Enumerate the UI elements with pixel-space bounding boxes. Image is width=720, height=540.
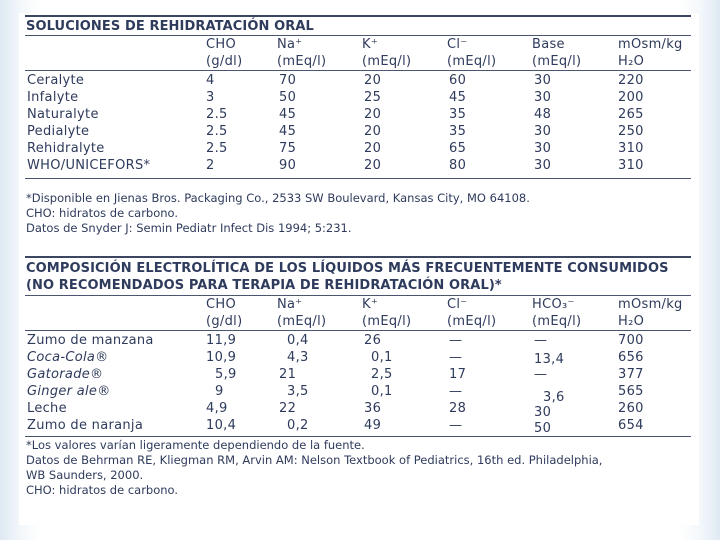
header-na: Na⁺ (mEq/l): [277, 37, 327, 69]
header-rule: [25, 295, 691, 296]
footnote: *Los valores varían ligeramente dependiendo de la fuente.: [26, 438, 365, 452]
header-base: Base (mEq/l): [532, 37, 582, 69]
footnote: WB Saunders, 2000.: [26, 468, 144, 482]
header-mosm: mOsm/kg H₂O: [618, 297, 683, 329]
document-sheet: [19, 13, 699, 525]
header-mosm: mOsm/kg H₂O: [618, 37, 683, 69]
table-title: COMPOSICIÓN ELECTROLÍTICA DE LOS LÍQUIDOS MÁS FRECUENTEMENTE CONSUMIDOS: [26, 261, 669, 276]
table-row: WHO/UNICEFORS* 2 90 20 80 30 310: [27, 158, 644, 173]
table-row: Pedialyte 2.5 45 20 35 30 250: [27, 124, 644, 139]
header-k: K⁺ (mEq/l): [362, 297, 412, 329]
footnote: CHO: hidratos de carbono.: [26, 483, 179, 497]
table-row: Coca-Cola® 10,9 4,3 0,1 — 13,4 656: [27, 350, 644, 367]
table-row: Ginger ale® 9 3,5 0,1 — 3,6 565: [27, 384, 644, 405]
table-top-rule: [25, 15, 691, 17]
header-cho: CHO (g/dl): [206, 297, 243, 329]
header-rule: [25, 35, 691, 36]
header-bottom-rule: [25, 330, 691, 331]
table-row: Gatorade® 5,9 21 2,5 17 — 377: [27, 367, 644, 382]
table-subtitle: (NO RECOMENDADOS PARA TERAPIA DE REHIDRATACIÓN ORAL)*: [26, 278, 502, 293]
footnote: Datos de Behrman RE, Kliegman RM, Arvin AM: Nelson Textbook of Pediatrics, 16th ed. Philadelphia,: [26, 453, 603, 467]
header-cl: Cl⁻ (mEq/l): [447, 297, 497, 329]
header-cl: Cl⁻ (mEq/l): [447, 37, 497, 69]
table-row: Ceralyte 4 70 20 60 30 220: [27, 73, 644, 88]
header-na: Na⁺ (mEq/l): [277, 297, 327, 329]
header-k: K⁺ (mEq/l): [362, 37, 412, 69]
table-row: Infalyte 3 50 25 45 30 200: [27, 90, 644, 105]
footnote: *Disponible en Jienas Bros. Packaging Co., 2533 SW Boulevard, Kansas City, MO 64108.: [26, 191, 530, 205]
table-row: Leche 4,9 22 36 28 30 260: [27, 401, 644, 420]
table-row: Naturalyte 2.5 45 20 35 48 265: [27, 107, 644, 122]
table-top-rule: [25, 256, 691, 258]
body-bottom-rule: [25, 178, 691, 179]
table-row: Zumo de manzana 11,9 0,4 26 — — 700: [27, 333, 644, 348]
body-bottom-rule: [25, 436, 691, 437]
footnote: CHO: hidratos de carbono.: [26, 206, 179, 220]
header-bottom-rule: [25, 70, 691, 71]
table-title: SOLUCIONES DE REHIDRATACIÓN ORAL: [26, 19, 314, 34]
header-hco3: HCO₃⁻ (mEq/l): [532, 297, 582, 329]
table-row: Rehidralyte 2.5 75 20 65 30 310: [27, 141, 644, 156]
header-cho: CHO (g/dl): [206, 37, 243, 69]
footnote: Datos de Snyder J: Semin Pediatr Infect Dis 1994; 5:231.: [26, 221, 352, 235]
table-row: Zumo de naranja 10,4 0,2 49 — 50 654: [27, 418, 644, 436]
